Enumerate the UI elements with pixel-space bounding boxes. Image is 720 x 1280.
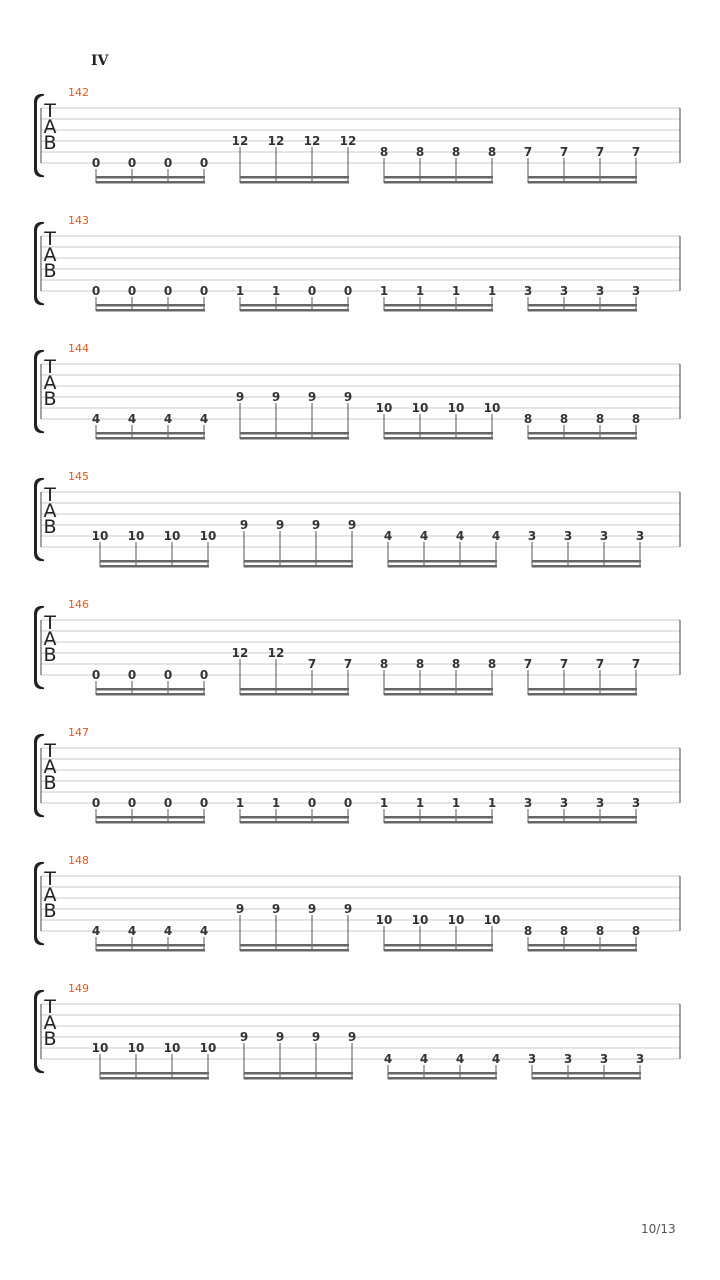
tab-clef-letter: B <box>43 388 57 410</box>
beam <box>528 181 637 184</box>
beam <box>100 1077 209 1080</box>
fret-number: 10 <box>447 913 465 927</box>
fret-number: 3 <box>631 796 641 810</box>
tab-clef-letter: B <box>43 1028 57 1050</box>
fret-number: 1 <box>379 796 389 810</box>
beam <box>96 304 205 307</box>
fret-number: 10 <box>411 913 429 927</box>
tab-clef-letter: A <box>43 628 57 650</box>
tab-system <box>34 214 680 312</box>
fret-number: 10 <box>199 529 217 543</box>
measure-number: 144 <box>68 342 89 355</box>
fret-number: 12 <box>231 134 249 148</box>
tab-clef-letter: A <box>43 116 57 138</box>
fret-number: 9 <box>347 1030 357 1044</box>
fret-number: 7 <box>559 657 569 671</box>
fret-number: 7 <box>523 145 533 159</box>
fret-number: 8 <box>487 145 497 159</box>
beam <box>528 309 637 312</box>
fret-number: 0 <box>163 156 173 170</box>
fret-number: 8 <box>487 657 497 671</box>
fret-number: 0 <box>307 284 317 298</box>
tab-clef-letter: T <box>44 228 56 250</box>
fret-number: 9 <box>239 518 249 532</box>
fret-number: 3 <box>527 529 537 543</box>
fret-number: 8 <box>415 657 425 671</box>
fret-number: 10 <box>127 1041 145 1055</box>
fret-number: 12 <box>267 646 285 660</box>
fret-number: 3 <box>595 284 605 298</box>
tab-clef-letter: A <box>43 756 57 778</box>
fret-number: 9 <box>271 390 281 404</box>
beam <box>240 432 349 435</box>
beam <box>388 560 497 563</box>
fret-number: 8 <box>631 924 641 938</box>
fret-number: 9 <box>343 902 353 916</box>
measure-number: 148 <box>68 854 89 867</box>
fret-number: 3 <box>559 796 569 810</box>
fret-number: 4 <box>491 529 501 543</box>
measure-number: 143 <box>68 214 89 227</box>
fret-number: 1 <box>235 284 245 298</box>
tab-clef-letter: B <box>43 260 57 282</box>
beam <box>384 949 493 952</box>
fret-number: 0 <box>127 668 137 682</box>
fret-number: 3 <box>595 796 605 810</box>
fret-number: 1 <box>271 796 281 810</box>
fret-number: 0 <box>91 668 101 682</box>
beam <box>528 944 637 947</box>
fret-number: 8 <box>523 412 533 426</box>
fret-number: 9 <box>343 390 353 404</box>
beam <box>528 304 637 307</box>
fret-number: 8 <box>379 145 389 159</box>
beam <box>384 816 493 819</box>
fret-number: 9 <box>347 518 357 532</box>
fret-number: 4 <box>163 924 173 938</box>
beam <box>240 821 349 824</box>
fret-number: 0 <box>127 284 137 298</box>
fret-number: 1 <box>451 796 461 810</box>
beam <box>388 1072 497 1075</box>
fret-number: 4 <box>91 924 101 938</box>
beam <box>384 432 493 435</box>
fret-number: 0 <box>343 284 353 298</box>
beam <box>528 816 637 819</box>
fret-number: 12 <box>267 134 285 148</box>
fret-number: 3 <box>563 1052 573 1066</box>
fret-number: 12 <box>303 134 321 148</box>
fret-number: 4 <box>491 1052 501 1066</box>
fret-number: 8 <box>451 657 461 671</box>
tab-clef-letter: B <box>43 900 57 922</box>
fret-number: 4 <box>419 1052 429 1066</box>
tab-system <box>34 470 680 568</box>
fret-number: 4 <box>127 412 137 426</box>
beam <box>532 1072 641 1075</box>
fret-number: 0 <box>163 284 173 298</box>
fret-number: 10 <box>375 913 393 927</box>
beam <box>96 309 205 312</box>
fret-number: 1 <box>271 284 281 298</box>
tab-clef-letter: B <box>43 516 57 538</box>
beam <box>96 944 205 947</box>
fret-number: 4 <box>127 924 137 938</box>
fret-number: 0 <box>91 156 101 170</box>
beam <box>244 565 353 568</box>
fret-number: 0 <box>127 796 137 810</box>
fret-number: 0 <box>163 796 173 810</box>
fret-number: 4 <box>199 924 209 938</box>
beam <box>532 565 641 568</box>
fret-number: 3 <box>635 1052 645 1066</box>
fret-number: 3 <box>527 1052 537 1066</box>
fret-number: 4 <box>455 529 465 543</box>
beam <box>528 693 637 696</box>
tab-clef-letter: T <box>44 484 56 506</box>
fret-number: 10 <box>411 401 429 415</box>
beam <box>528 949 637 952</box>
fret-number: 1 <box>415 284 425 298</box>
fret-number: 7 <box>631 657 641 671</box>
fret-number: 10 <box>91 1041 109 1055</box>
beam <box>240 304 349 307</box>
tab-clef-letter: T <box>44 100 56 122</box>
beam <box>240 944 349 947</box>
beam <box>384 944 493 947</box>
fret-number: 3 <box>631 284 641 298</box>
fret-number: 1 <box>379 284 389 298</box>
fret-number: 3 <box>559 284 569 298</box>
tab-system <box>34 598 680 696</box>
fret-number: 8 <box>559 412 569 426</box>
tab-clef-letter: A <box>43 884 57 906</box>
beam <box>96 176 205 179</box>
fret-number: 9 <box>311 1030 321 1044</box>
fret-number: 9 <box>239 1030 249 1044</box>
measure-number: 146 <box>68 598 89 611</box>
tab-clef-letter: A <box>43 244 57 266</box>
beam <box>240 693 349 696</box>
beam <box>528 437 637 440</box>
fret-number: 1 <box>487 796 497 810</box>
tab-system <box>34 342 680 440</box>
fret-number: 8 <box>595 924 605 938</box>
tab-clef-letter: B <box>43 644 57 666</box>
fret-number: 9 <box>311 518 321 532</box>
fret-number: 9 <box>275 518 285 532</box>
fret-number: 4 <box>455 1052 465 1066</box>
beam <box>96 181 205 184</box>
fret-number: 7 <box>559 145 569 159</box>
fret-number: 3 <box>563 529 573 543</box>
tab-clef-letter: T <box>44 868 56 890</box>
tab-clef-letter: B <box>43 132 57 154</box>
measure-number: 147 <box>68 726 89 739</box>
beam <box>384 181 493 184</box>
beam <box>384 688 493 691</box>
tab-system <box>34 86 680 184</box>
fret-number: 9 <box>275 1030 285 1044</box>
beam <box>96 693 205 696</box>
beam <box>384 693 493 696</box>
fret-number: 12 <box>339 134 357 148</box>
fret-number: 0 <box>199 284 209 298</box>
beam <box>532 560 641 563</box>
beam <box>528 688 637 691</box>
fret-number: 9 <box>307 902 317 916</box>
fret-number: 3 <box>523 284 533 298</box>
tab-system <box>34 854 680 952</box>
beam <box>96 432 205 435</box>
fret-number: 4 <box>419 529 429 543</box>
fret-number: 8 <box>451 145 461 159</box>
fret-number: 7 <box>523 657 533 671</box>
fret-number: 10 <box>163 529 181 543</box>
fret-number: 9 <box>307 390 317 404</box>
fret-number: 10 <box>91 529 109 543</box>
beam <box>384 309 493 312</box>
fret-number: 3 <box>523 796 533 810</box>
measure-number: 149 <box>68 982 89 995</box>
beam <box>244 1072 353 1075</box>
beam <box>96 821 205 824</box>
measure-number: 145 <box>68 470 89 483</box>
fret-number: 8 <box>595 412 605 426</box>
fret-number: 9 <box>271 902 281 916</box>
fret-number: 8 <box>631 412 641 426</box>
beam <box>532 1077 641 1080</box>
beam <box>388 565 497 568</box>
beam <box>96 688 205 691</box>
tab-clef-letter: T <box>44 612 56 634</box>
fret-number: 0 <box>199 156 209 170</box>
fret-number: 10 <box>483 401 501 415</box>
beam <box>240 181 349 184</box>
fret-number: 1 <box>487 284 497 298</box>
fret-number: 9 <box>235 390 245 404</box>
fret-number: 10 <box>375 401 393 415</box>
fret-number: 9 <box>235 902 245 916</box>
beam <box>240 688 349 691</box>
fret-number: 12 <box>231 646 249 660</box>
beam <box>388 1077 497 1080</box>
fret-number: 0 <box>307 796 317 810</box>
fret-number: 4 <box>91 412 101 426</box>
page-number: 10/13 <box>641 1222 676 1236</box>
fret-number: 0 <box>343 796 353 810</box>
beam <box>240 437 349 440</box>
fret-number: 0 <box>199 796 209 810</box>
fret-number: 4 <box>383 1052 393 1066</box>
fret-number: 8 <box>379 657 389 671</box>
fret-number: 3 <box>599 1052 609 1066</box>
fret-number: 10 <box>127 529 145 543</box>
fret-number: 10 <box>163 1041 181 1055</box>
fret-number: 7 <box>595 657 605 671</box>
fret-number: 3 <box>635 529 645 543</box>
beam <box>100 565 209 568</box>
beam <box>528 176 637 179</box>
beam <box>96 437 205 440</box>
fret-number: 0 <box>127 156 137 170</box>
beam <box>96 949 205 952</box>
fret-number: 8 <box>559 924 569 938</box>
beam <box>528 821 637 824</box>
fret-number: 7 <box>307 657 317 671</box>
beam <box>240 176 349 179</box>
fret-number: 0 <box>91 284 101 298</box>
beam <box>384 176 493 179</box>
beam <box>240 949 349 952</box>
fret-number: 0 <box>163 668 173 682</box>
fret-number: 1 <box>415 796 425 810</box>
fret-number: 0 <box>91 796 101 810</box>
beam <box>244 560 353 563</box>
fret-number: 1 <box>235 796 245 810</box>
beam <box>100 1072 209 1075</box>
tab-clef-letter: A <box>43 1012 57 1034</box>
beam <box>240 816 349 819</box>
fret-number: 7 <box>631 145 641 159</box>
fret-number: 4 <box>199 412 209 426</box>
beam <box>96 816 205 819</box>
tab-clef-letter: T <box>44 740 56 762</box>
beam <box>384 437 493 440</box>
beam <box>384 821 493 824</box>
beam <box>100 560 209 563</box>
fret-number: 0 <box>199 668 209 682</box>
beam <box>384 304 493 307</box>
beam <box>528 432 637 435</box>
fret-number: 7 <box>343 657 353 671</box>
fret-number: 3 <box>599 529 609 543</box>
tab-clef-letter: B <box>43 772 57 794</box>
fret-number: 10 <box>447 401 465 415</box>
section-label: IV <box>91 53 109 69</box>
fret-number: 4 <box>163 412 173 426</box>
fret-number: 4 <box>383 529 393 543</box>
tab-system <box>34 726 680 824</box>
fret-number: 1 <box>451 284 461 298</box>
measure-number: 142 <box>68 86 89 99</box>
tab-clef-letter: A <box>43 500 57 522</box>
fret-number: 7 <box>595 145 605 159</box>
fret-number: 10 <box>199 1041 217 1055</box>
tab-system <box>34 982 680 1080</box>
fret-number: 8 <box>523 924 533 938</box>
tab-clef-letter: A <box>43 372 57 394</box>
beam <box>244 1077 353 1080</box>
tab-clef-letter: T <box>44 996 56 1018</box>
fret-number: 8 <box>415 145 425 159</box>
fret-number: 10 <box>483 913 501 927</box>
tab-clef-letter: T <box>44 356 56 378</box>
beam <box>240 309 349 312</box>
